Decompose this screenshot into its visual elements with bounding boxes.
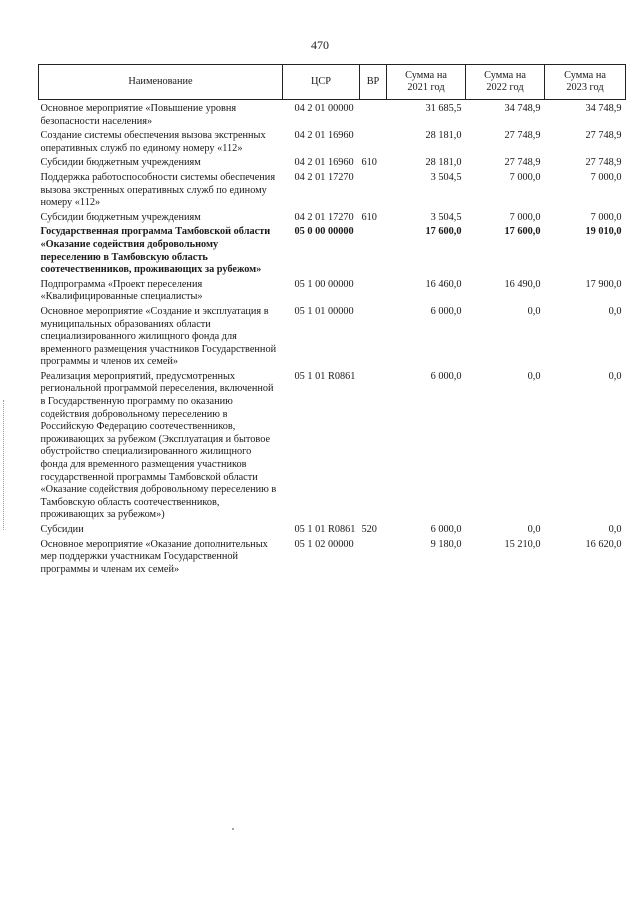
table-row xyxy=(39,305,626,370)
row-csr: 04 2 01 17270 xyxy=(294,171,354,183)
table-row-program xyxy=(39,225,626,277)
row-sum-2023: 0,0 xyxy=(608,305,622,317)
row-vr xyxy=(360,171,387,211)
row-name: Создание системы обеспечения вызова экстренных оперативных служб по единому номеру «112» xyxy=(40,130,266,154)
header-sum-2023-line2: 2023 год xyxy=(566,82,604,93)
row-sum-2023: 19 010,0 xyxy=(585,226,622,238)
row-name: Основное мероприятие «Создание и эксплуатация в муниципальных образованиях области специализированного жилищного фонда для временного размещения участников Государственной программы и членов их семей» xyxy=(40,305,277,368)
header-sum-2022-line2: 2022 год xyxy=(486,82,524,93)
table-row xyxy=(39,523,626,538)
row-sum-2022: 27 748,9 xyxy=(504,130,541,142)
row-name: Основное мероприятие «Оказание дополнительных мер поддержки участникам Государственной программы и членам их семей» xyxy=(40,538,268,575)
row-sum-2021: 3 504,5 xyxy=(430,171,462,183)
row-sum-2022: 15 210,0 xyxy=(504,538,541,550)
row-name: Субсидии xyxy=(40,524,84,535)
header-sum-2021-line2: 2021 год xyxy=(407,82,445,93)
scan-dot-mark xyxy=(232,828,234,830)
row-csr: 05 0 00 00000 xyxy=(294,226,354,238)
row-vr xyxy=(360,225,387,277)
table-row xyxy=(39,156,626,171)
header-csr: ЦСР xyxy=(283,65,360,100)
header-sum-2023 xyxy=(545,65,626,100)
table-row xyxy=(39,278,626,305)
row-name: Субсидии бюджетным учреждениям xyxy=(40,157,201,169)
row-sum-2022: 0,0 xyxy=(527,305,541,317)
row-vr xyxy=(360,538,387,578)
row-name: Субсидии бюджетным учреждениям xyxy=(40,211,201,223)
row-csr: 05 1 01 R0861 xyxy=(294,524,356,535)
row-vr xyxy=(360,100,387,130)
table-row xyxy=(39,538,626,578)
table-row xyxy=(39,171,626,211)
row-name: Основное мероприятие «Повышение уровня безопасности населения» xyxy=(40,103,237,127)
header-sum-2021 xyxy=(387,65,466,100)
row-sum-2023: 17 900,0 xyxy=(585,278,622,290)
header-sum-2023-line1: Сумма на xyxy=(564,70,606,81)
scan-edge-mark xyxy=(3,400,5,530)
row-vr xyxy=(360,305,387,370)
row-csr: 05 1 01 00000 xyxy=(294,305,354,317)
row-sum-2021: 6 000,0 xyxy=(430,370,462,382)
row-sum-2021: 16 460,0 xyxy=(425,278,462,290)
header-vr: ВР xyxy=(360,65,387,100)
row-sum-2022: 7 000,0 xyxy=(509,171,541,183)
row-sum-2021: 17 600,0 xyxy=(425,226,462,238)
row-sum-2021: 28 181,0 xyxy=(425,130,462,142)
row-vr: 610 xyxy=(361,211,377,223)
row-sum-2023: 27 748,9 xyxy=(585,130,622,142)
row-sum-2022: 0,0 xyxy=(527,524,541,535)
row-name: Государственная программа Тамбовской области «Оказание содействия добровольному переселению в Тамбовскую область соотечественников, проживающих за рубежом» xyxy=(40,226,271,276)
row-sum-2021: 28 181,0 xyxy=(425,157,462,169)
row-sum-2022: 7 000,0 xyxy=(509,211,541,223)
row-vr xyxy=(360,129,387,156)
row-sum-2023: 27 748,9 xyxy=(585,157,622,169)
row-name: Подпрограмма «Проект переселения «Квалифицированные специалисты» xyxy=(40,278,203,303)
row-sum-2022: 16 490,0 xyxy=(504,278,541,290)
row-csr: 05 1 00 00000 xyxy=(294,278,354,290)
row-sum-2021: 6 000,0 xyxy=(430,524,462,535)
row-sum-2021: 6 000,0 xyxy=(430,305,462,317)
header-sum-2021-line1: Сумма на xyxy=(405,70,447,81)
row-vr: 520 xyxy=(361,524,377,535)
table-header-row xyxy=(39,65,626,100)
row-name: Поддержка работоспособности системы обеспечения вызова экстренных оперативных служб по единому номеру «112» xyxy=(40,171,276,209)
row-csr: 04 2 01 16960 xyxy=(294,130,354,142)
row-sum-2021: 31 685,5 xyxy=(425,103,462,114)
row-sum-2022: 27 748,9 xyxy=(504,157,541,169)
row-sum-2023: 0,0 xyxy=(608,370,622,382)
row-vr xyxy=(360,278,387,305)
row-sum-2023: 7 000,0 xyxy=(590,211,622,223)
row-sum-2021: 9 180,0 xyxy=(430,538,462,550)
row-csr: 04 2 01 16960 xyxy=(294,157,354,169)
table-row xyxy=(39,100,626,130)
row-sum-2021: 3 504,5 xyxy=(430,211,462,223)
header-sum-2022 xyxy=(466,65,545,100)
row-sum-2023: 0,0 xyxy=(608,524,622,535)
table-row xyxy=(39,370,626,523)
row-vr xyxy=(360,370,387,523)
row-sum-2023: 7 000,0 xyxy=(590,171,622,183)
row-sum-2023: 34 748,9 xyxy=(585,103,622,114)
row-sum-2023: 16 620,0 xyxy=(585,538,622,550)
row-vr: 610 xyxy=(361,157,377,169)
row-sum-2022: 34 748,9 xyxy=(504,103,541,114)
row-csr: 05 1 01 R0861 xyxy=(294,370,356,382)
table-row xyxy=(39,211,626,226)
table-row xyxy=(39,129,626,156)
row-sum-2022: 17 600,0 xyxy=(504,226,541,238)
row-csr: 05 1 02 00000 xyxy=(294,538,354,550)
page-number: 470 xyxy=(311,38,329,52)
row-name: Реализация мероприятий, предусмотренных региональной программой переселения, включенной в Государственную программу по оказанию содействия добровольному переселению в Российскую Федерацию соотечественников, проживающих за рубежом (Эксплуатация и бытовое обустройство специализированного жилищного фонда для временного размещения участников государственной программы Тамбовской области «Оказание содействия добровольному переселению в Тамбовскую область соотечественников, проживающих за рубежом») xyxy=(40,370,277,521)
row-sum-2022: 0,0 xyxy=(527,370,541,382)
header-sum-2022-line1: Сумма на xyxy=(484,70,526,81)
header-name: Наименование xyxy=(39,65,283,100)
row-csr: 04 2 01 00000 xyxy=(294,103,354,114)
row-csr: 04 2 01 17270 xyxy=(294,211,354,223)
budget-table xyxy=(38,64,626,577)
